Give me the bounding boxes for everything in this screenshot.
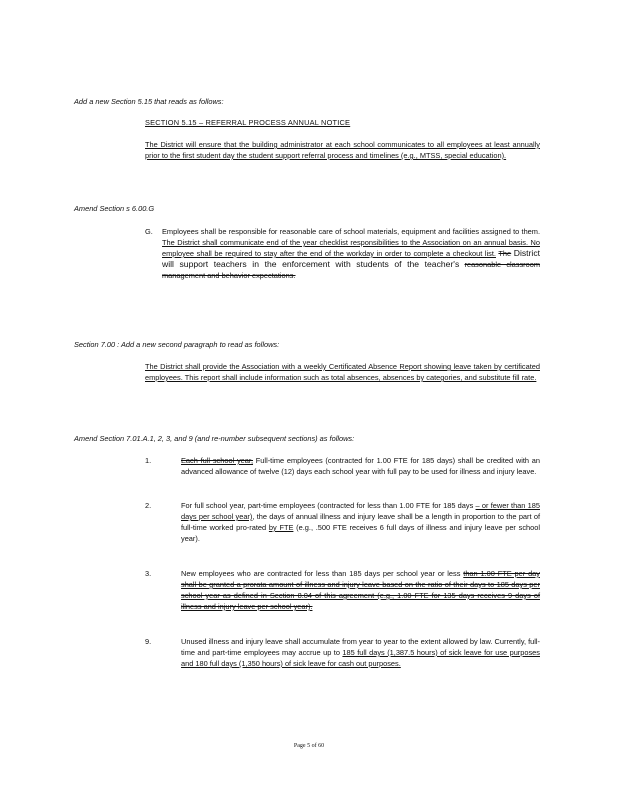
item-3-text xyxy=(181,568,540,612)
section-600g-body xyxy=(162,226,540,281)
item-9-a: Unused illness and injury leave shall accumulate from year to year to the extent allowed by law. Currently, full-time and part-time employees may accrue up to xyxy=(181,637,540,657)
item-2-c: (e.g., .500 FTE receives 6 full days of illness and injury leave per school year). xyxy=(181,523,540,543)
section-600g-p3-end: reasonable classroom management and behavior expectations. xyxy=(162,260,540,280)
item-9-ul: 185 full days (1,387.5 hours) of sick leave for use purposes and 180 full days (1,350 hours) of sick leave for cash out purposes. xyxy=(181,648,540,668)
item-3-number: 3. xyxy=(145,569,152,578)
section-515-heading: SECTION 5.15 – REFERRAL PROCESS ANNUAL NOTICE xyxy=(145,118,351,127)
section-515-body: The District will ensure that the building administrator at each school communicates to all employees at least annually prior to the first student day the student support referral process and timelines (e.g., MTSS, special education). xyxy=(145,140,540,160)
item-1-number: 1. xyxy=(145,456,152,465)
item-2-b: , the days of annual illness and injury leave shall be a length in proportion to the part of full-time worked pro-rated xyxy=(181,512,541,532)
item-2-a: For full school year, part-time employees (contracted for less than 1.00 FTE for 185 days xyxy=(181,501,474,510)
section-700-body: The District shall provide the Association with a weekly Certificated Absence Report showing leave taken by certificated employees. This report shall include information such as total absences, absences by categories, and substitute fill rate. xyxy=(145,362,540,382)
item-2-ul: – or fewer than 185 days per school year) xyxy=(181,501,540,521)
section-600g-p3-large: District will support teachers in the enforcement with students of the teacher's xyxy=(162,248,541,269)
section-515-intro: Add a new Section 5.15 that reads as follows: xyxy=(74,97,224,106)
section-600g-p3-strike: The xyxy=(498,249,512,258)
section-701-intro: Amend Section 7.01.A.1, 2, 3, and 9 (and re-number subsequent sections) as follows: xyxy=(74,434,355,443)
item-2-text xyxy=(181,500,540,544)
section-600g-label: G. xyxy=(145,227,153,236)
page-number: Page 5 of 60 xyxy=(293,743,325,749)
section-600g-p1: Employees shall be responsible for reasonable care of school materials, equipment and facilities assigned to them. xyxy=(162,227,540,236)
item-2-ul2: by FTE xyxy=(268,523,294,532)
item-3-a: New employees who are contracted for less than 185 days per school year or less xyxy=(181,569,461,578)
item-1-rest: Full-time employees (contracted for 1.00 FTE for 185 days) shall be credited with an advanced allowance of twelve (12) days each school year with full pay to be used for illness and injury leave. xyxy=(181,456,540,476)
item-9-number: 9. xyxy=(145,637,152,646)
item-1-strike: Each full school year, xyxy=(181,456,254,465)
item-3-strike: than 1.00 FTE per day shall be granted a prorata amount of illness and injury leave based on the ratio of their days to 185 days per school year as defined in Section 8.04 of this agreement (e.g., 1.00 FTE for 135 days receives 9 days of illness and injury leave per school year). xyxy=(181,569,540,611)
item-9-text xyxy=(181,636,540,669)
section-600g-intro: Amend Section s 6.00.G xyxy=(74,204,155,213)
item-2-number: 2. xyxy=(145,501,152,510)
item-1-text xyxy=(181,455,540,477)
section-600g-p2: The District shall communicate end of the year checklist responsibilities to the Association on an annual basis. No employee shall be required to stay after the end of the workday in order to complete a checkout list. xyxy=(162,238,540,258)
section-700-intro: Section 7.00 : Add a new second paragraph to read as follows: xyxy=(74,340,280,349)
